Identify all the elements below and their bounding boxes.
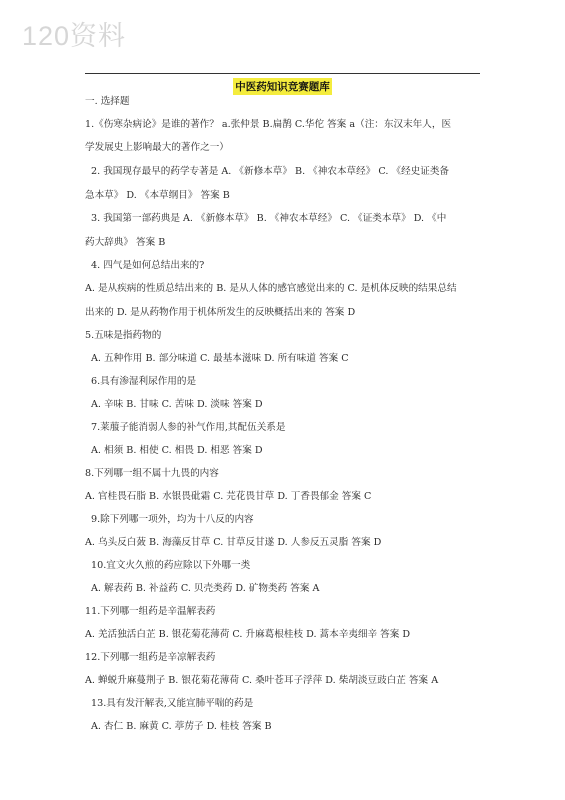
question-line: A. 解表药 B. 补益药 C. 贝壳类药 D. 矿物类药 答案 A bbox=[91, 583, 320, 594]
title-container bbox=[0, 75, 565, 95]
question-line: A. 相须 B. 相使 C. 相畏 D. 相恶 答案 D bbox=[91, 445, 263, 456]
question-line: 7.莱菔子能消弱人参的补气作用,其配伍关系是 bbox=[91, 422, 286, 433]
question-line: 4. 四气是如何总结出来的? bbox=[91, 260, 205, 271]
question-line: A. 羌活独活白芷 B. 银花菊花薄荷 C. 升麻葛根桂枝 D. 蒿本辛夷细辛 答案 D bbox=[85, 629, 411, 640]
question-line: 3. 我国第一部药典是 A. 《新修本草》 B. 《神农本草经》 C. 《证类本草》 D. 《中 bbox=[91, 213, 447, 224]
question-line: 11.下列哪一组药是辛温解表药 bbox=[85, 606, 216, 617]
question-line: A. 五种作用 B. 部分味道 C. 最基本滋味 D. 所有味道 答案 C bbox=[91, 353, 349, 364]
question-line: A. 官桂畏石脂 B. 水银畏砒霜 C. 芫花畏甘草 D. 丁香畏郁金 答案 C bbox=[85, 491, 372, 502]
question-line: 2. 我国现存最早的药学专著是 A. 《新修本草》 B. 《神农本草经》 C. 《经史证类备 bbox=[91, 166, 450, 177]
header-rule bbox=[85, 73, 480, 74]
question-line: 13.具有发汗解表,又能宣肺平喘的药是 bbox=[91, 698, 254, 709]
question-line: 6.具有渗湿利尿作用的是 bbox=[91, 376, 197, 387]
question-line: 急本草》 D. 《本草纲目》 答案 B bbox=[85, 190, 230, 201]
question-line: A. 辛味 B. 甘味 C. 苦味 D. 淡味 答案 D bbox=[91, 399, 263, 410]
question-line: 1.《伤寒杂病论》是谁的著作？ a.张仲景 B.扁鹊 C.华佗 答案 a（注：东汉末年人，医 bbox=[85, 119, 452, 130]
watermark-logo: 120资料 bbox=[22, 21, 127, 51]
question-line: 12.下列哪一组药是辛凉解表药 bbox=[85, 652, 216, 663]
question-line: 5.五味是指药物的 bbox=[85, 330, 162, 341]
question-line: A. 乌头反白蔹 B. 海藻反甘草 C. 甘草反甘遂 D. 人参反五灵脂 答案 D bbox=[85, 537, 382, 548]
question-line: 出来的 D. 是从药物作用于机体所发生的反映概括出来的 答案 D bbox=[85, 307, 356, 318]
section-heading: 一. 选择题 bbox=[85, 96, 130, 107]
question-line: 学发展史上影响最大的著作之一） bbox=[85, 142, 229, 153]
document-title: 中医药知识竞赛题库 bbox=[233, 78, 332, 95]
question-line: 8.下列哪一组不属十九畏的内容 bbox=[85, 468, 219, 479]
question-line: 10.宜文火久煎的药应除以下外哪一类 bbox=[91, 560, 251, 571]
question-line: 药大辞典》 答案 B bbox=[85, 237, 166, 248]
question-line: A. 杏仁 B. 麻黄 C. 葶苈子 D. 桂枝 答案 B bbox=[91, 721, 272, 732]
question-line: A. 蝉蜕升麻蔓荆子 B. 银花菊花薄荷 C. 桑叶苍耳子浮萍 D. 柴胡淡豆豉白芷 答案 A bbox=[85, 675, 439, 686]
question-line: 9.除下列哪一项外，均为十八反的内容 bbox=[91, 514, 254, 525]
question-line: A. 是从疾病的性质总结出来的 B. 是从人体的感官感觉出来的 C. 是机体反映的结果总结 bbox=[85, 283, 457, 294]
